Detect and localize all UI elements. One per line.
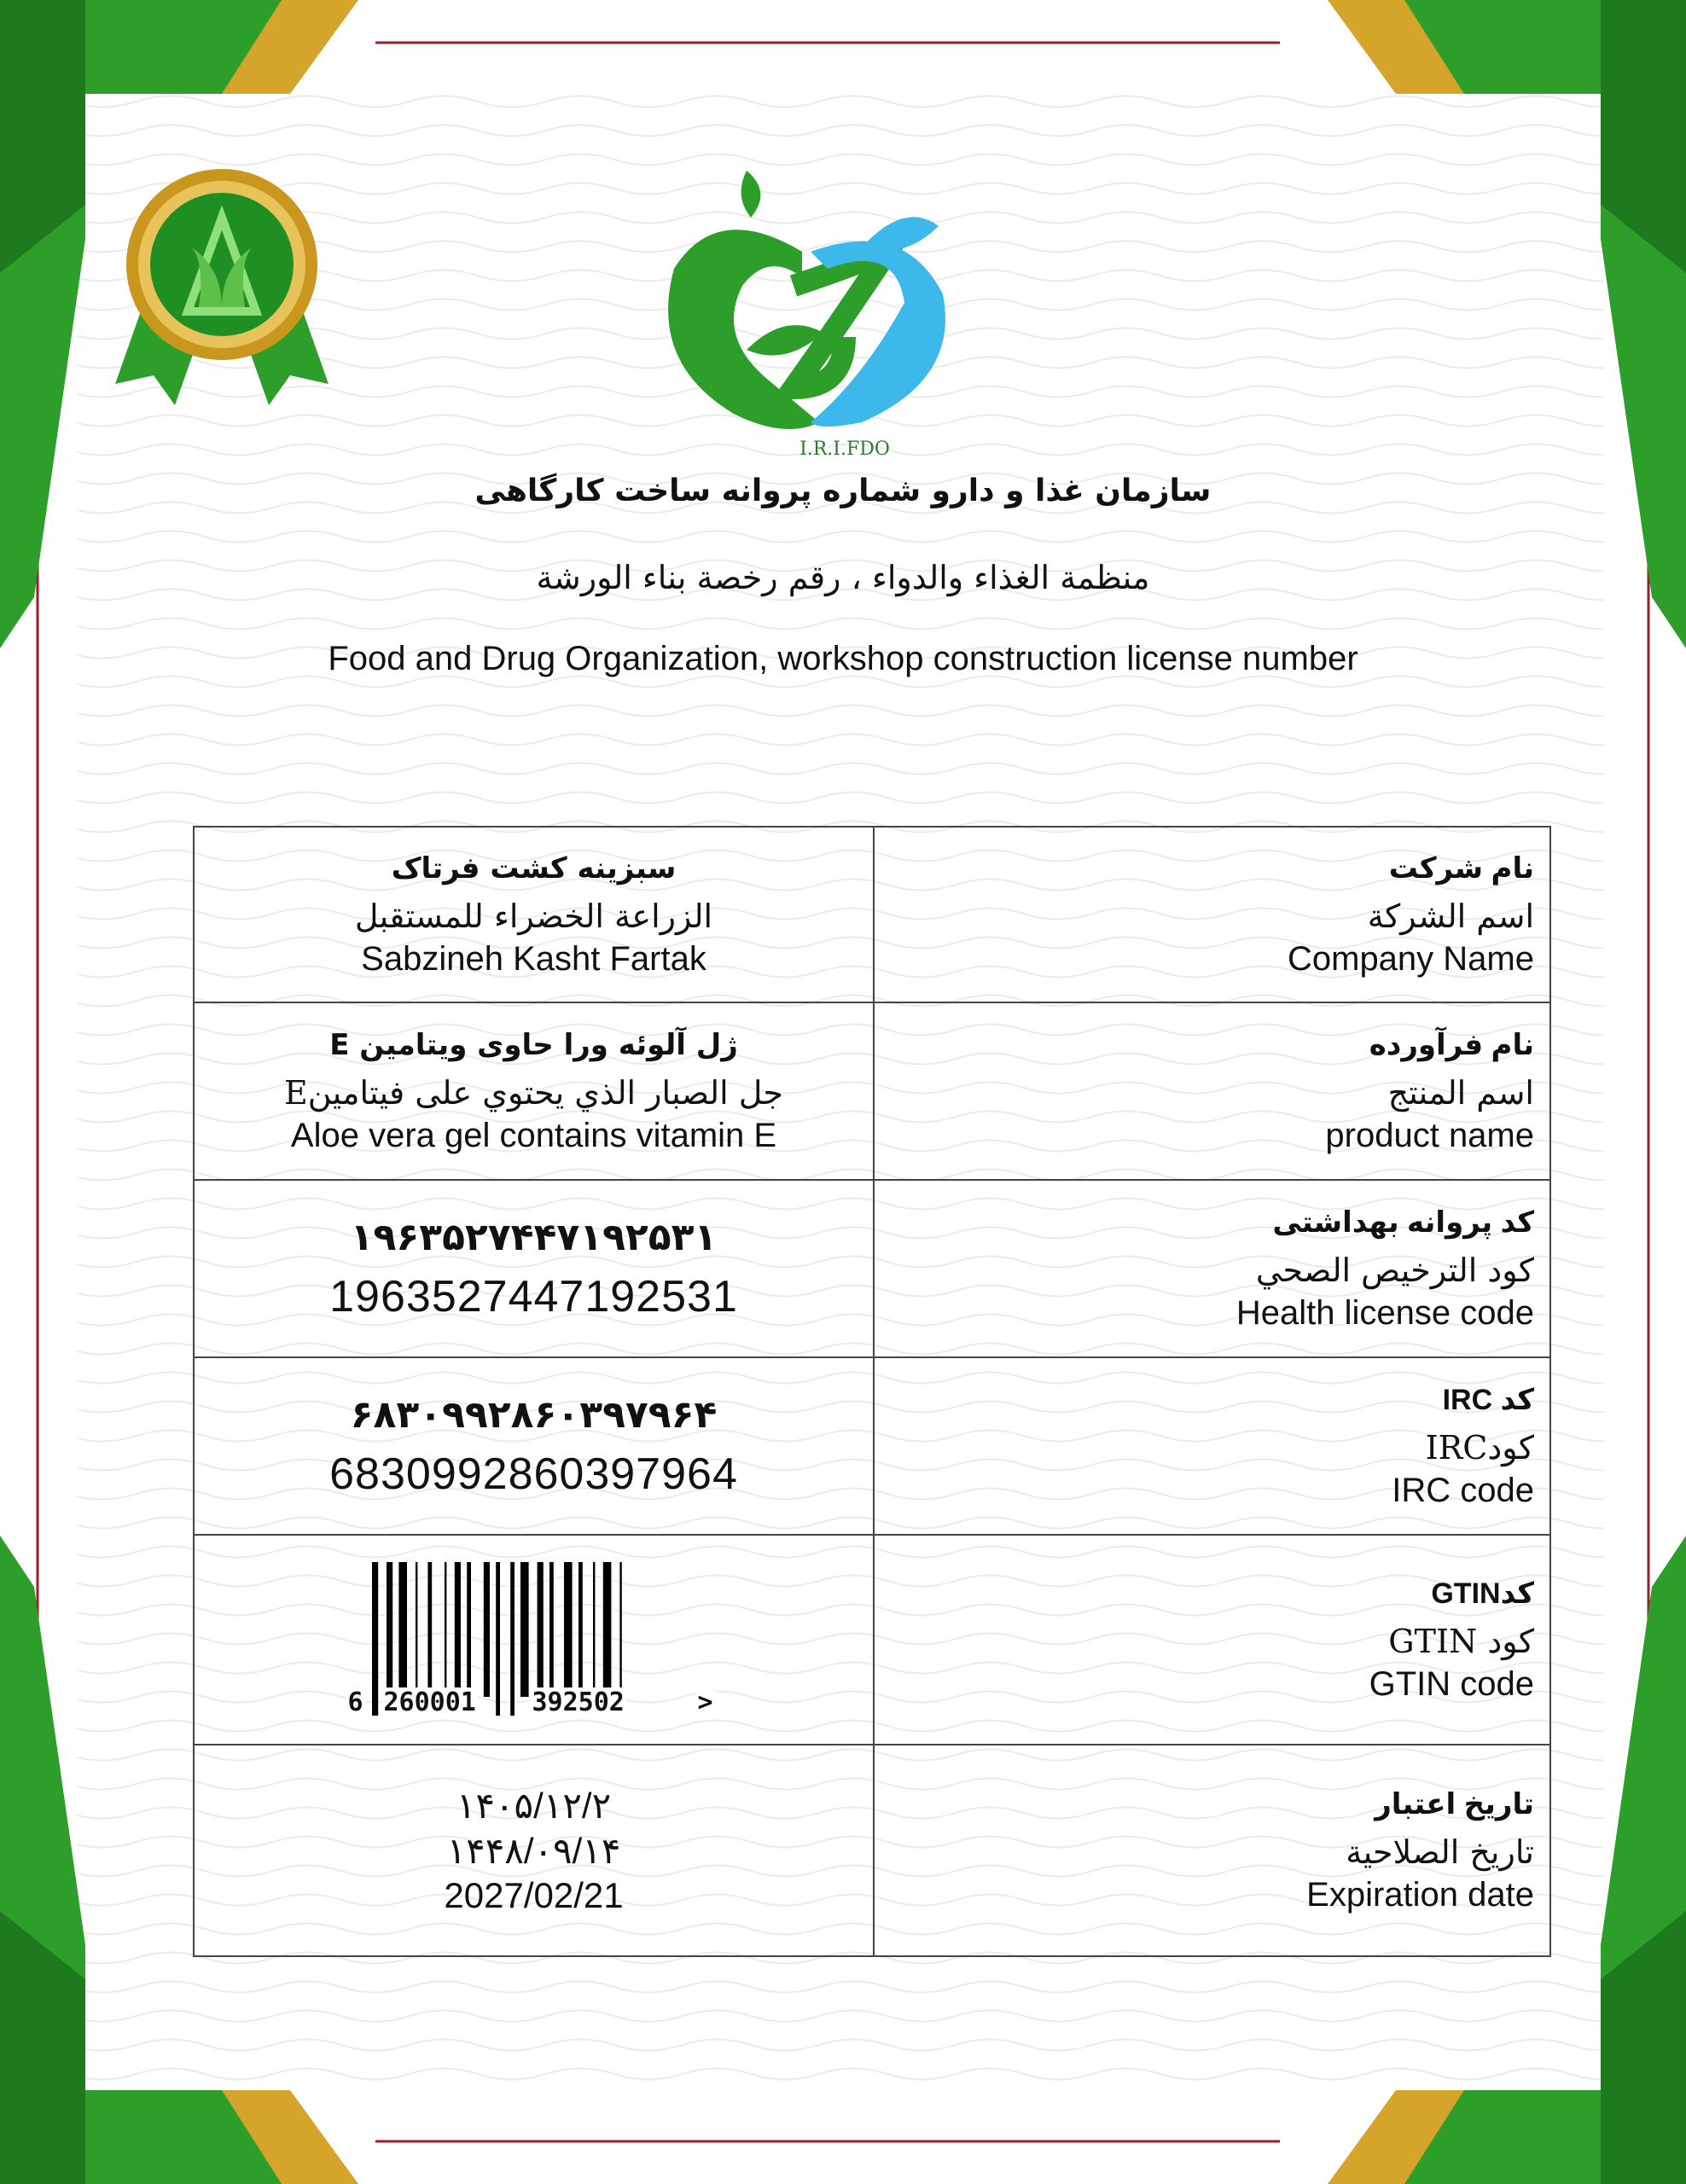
gtin-label-arabic: كود GTIN xyxy=(1388,1622,1534,1660)
company-label-arabic: اسم الشركة xyxy=(1367,897,1534,935)
product-value-arabic: جل الصبار الذي يحتوي على فيتامينE xyxy=(283,1073,784,1112)
company-label-cell xyxy=(874,827,1550,1002)
irc-label-arabic: كودIRC xyxy=(1425,1428,1534,1467)
company-value-english: Sabzineh Kasht Fartak xyxy=(361,939,706,978)
barcode-bar xyxy=(416,1562,417,1697)
barcode-bar xyxy=(427,1562,432,1697)
title-english: Food and Drug Organization, workshop construction license number xyxy=(328,640,1358,677)
barcode-bar xyxy=(445,1562,446,1697)
barcode-bar xyxy=(467,1562,471,1697)
product-label-arabic: اسم المنتج xyxy=(1387,1073,1534,1112)
barcode-first-digit: 6 xyxy=(347,1687,363,1717)
title-arabic: منظمة الغذاء والدواء ، رقم رخصة بناء الورشة xyxy=(536,559,1150,596)
expiration-date-gregorian: 2027/02/21 xyxy=(444,1875,624,1915)
table-row-expiration xyxy=(194,1745,1550,1956)
company-label-english: Company Name xyxy=(1287,939,1534,978)
expiration-value-cell xyxy=(194,1745,874,1956)
irc-label-english: IRC code xyxy=(1392,1471,1534,1509)
expiration-date-hijri: ۱۴۴۸/۰۹/۱۴ xyxy=(446,1831,621,1871)
health-license-label-cell xyxy=(874,1180,1550,1357)
barcode-bar xyxy=(398,1562,407,1697)
health-license-value-cell xyxy=(194,1180,874,1357)
barcode-end-mark: > xyxy=(697,1687,713,1717)
irc-label-cell xyxy=(874,1357,1550,1535)
expiration-label-english: Expiration date xyxy=(1306,1875,1534,1914)
gtin-label-cell xyxy=(874,1535,1550,1745)
gtin-barcode xyxy=(346,1557,722,1719)
award-seal-icon xyxy=(107,166,337,410)
expiration-label-persian: تاریخ اعتبار xyxy=(1375,1787,1534,1821)
barcode-bar xyxy=(520,1562,529,1697)
irc-value-english: 6830992860397964 xyxy=(329,1449,738,1499)
expiration-label-arabic: تاريخ الصلاحية xyxy=(1346,1833,1534,1871)
irc-label-persian: کد IRC xyxy=(1442,1383,1534,1416)
gtin-label-english: GTIN code xyxy=(1369,1664,1534,1703)
barcode-bar xyxy=(372,1562,378,1716)
company-value-cell xyxy=(194,827,874,1002)
barcode-bar xyxy=(454,1562,460,1697)
barcode-bar xyxy=(483,1562,489,1697)
irc-value-cell xyxy=(194,1357,874,1535)
barcode-right-digits: 392502 xyxy=(532,1687,625,1717)
product-value-persian: ژل آلوئه ورا حاوی ویتامین E xyxy=(329,1027,738,1062)
health-license-value-english: 1963527447192531 xyxy=(329,1271,738,1321)
health-license-label-persian: کد پروانه بهداشتی xyxy=(1272,1205,1534,1239)
barcode-bar xyxy=(602,1562,611,1697)
product-label-english: product name xyxy=(1325,1116,1534,1154)
health-license-label-arabic: كود الترخيص الصحي xyxy=(1255,1251,1534,1289)
fdo-logo-icon xyxy=(666,166,947,461)
gtin-label-persian: کدGTIN xyxy=(1431,1577,1534,1610)
product-label-cell xyxy=(874,1002,1550,1180)
gtin-value-cell xyxy=(194,1535,874,1745)
barcode-bar xyxy=(510,1562,515,1716)
product-value-cell xyxy=(194,1002,874,1180)
health-license-label-english: Health license code xyxy=(1235,1293,1534,1332)
product-label-persian: نام فرآورده xyxy=(1369,1028,1534,1061)
table-row-irc xyxy=(194,1357,1550,1535)
product-value-english: Aloe vera gel contains vitamin E xyxy=(290,1116,777,1154)
barcode-bar xyxy=(549,1562,554,1697)
company-label-persian: نام شرکت xyxy=(1388,851,1534,885)
irc-value-persian: ۶۸۳۰۹۹۲۸۶۰۳۹۷۹۶۴ xyxy=(350,1392,718,1437)
table-row-company xyxy=(194,827,1550,1002)
title-persian: سازمان غذا و دارو شماره پروانه ساخت کارگاهی xyxy=(474,473,1212,508)
barcode-bar xyxy=(564,1562,573,1697)
barcode-bar xyxy=(496,1562,500,1716)
table-row-product xyxy=(194,1002,1550,1180)
company-value-persian: سبزینه کشت فرتاک xyxy=(391,851,677,886)
logo-caption: I.R.I.FDO xyxy=(799,439,890,460)
table-row-health-license xyxy=(194,1180,1550,1357)
health-license-value-persian: ۱۹۶۳۵۲۷۴۴۷۱۹۲۵۳۱ xyxy=(350,1215,718,1259)
license-table xyxy=(193,826,1551,1957)
barcode-bar xyxy=(537,1562,543,1697)
expiration-date-persian: ۱۴۰۵/۱۲/۲ xyxy=(456,1786,612,1826)
barcode-left-digits: 260001 xyxy=(383,1687,476,1717)
table-row-gtin xyxy=(194,1535,1550,1745)
barcode-bar xyxy=(578,1562,583,1697)
barcode-bar xyxy=(593,1562,595,1697)
expiration-label-cell xyxy=(874,1745,1550,1956)
company-value-arabic: الزراعة الخضراء للمستقبل xyxy=(354,897,713,935)
